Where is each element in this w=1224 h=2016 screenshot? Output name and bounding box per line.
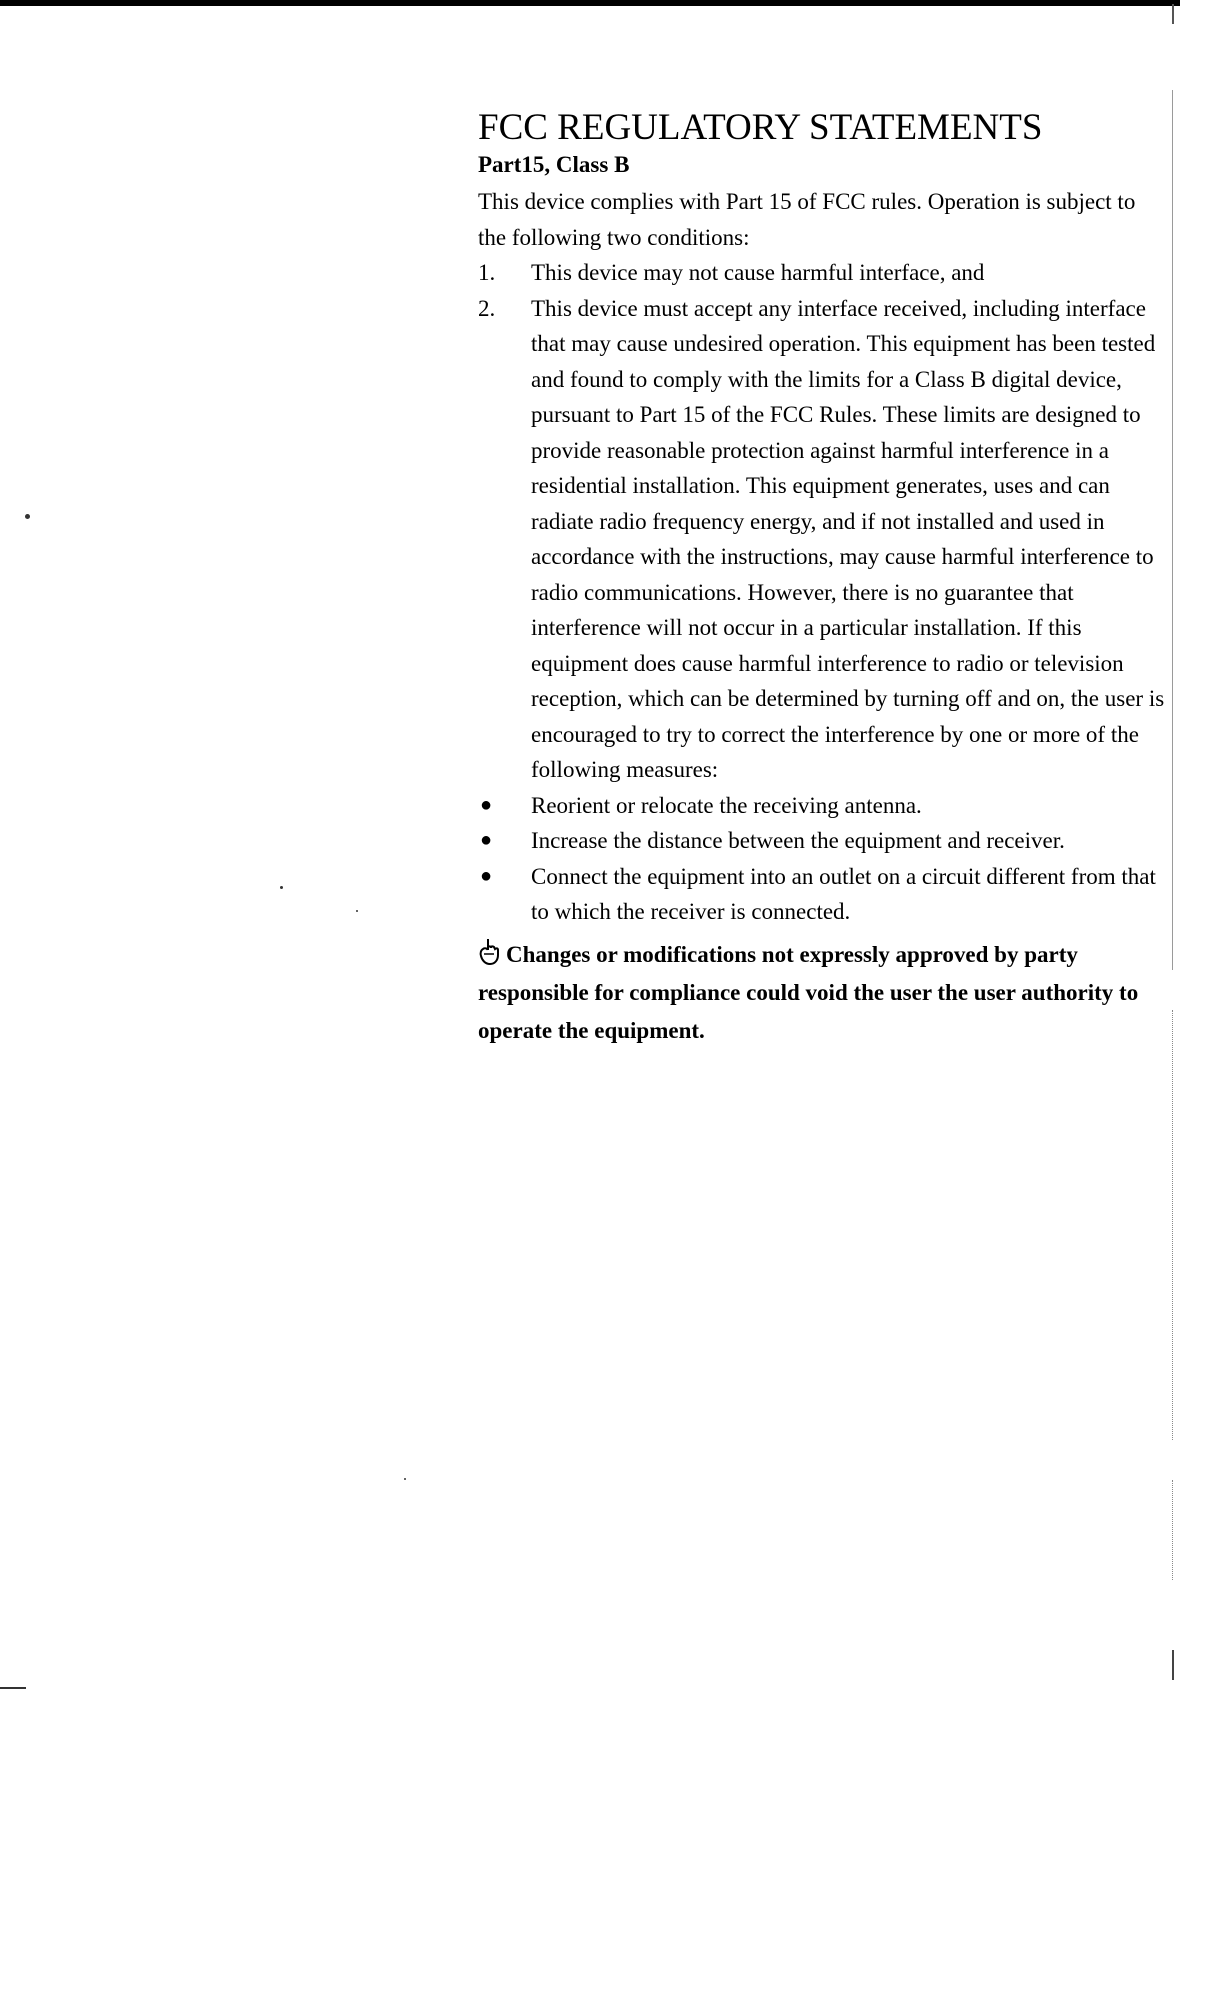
list-item <box>478 255 1168 291</box>
bullet-icon: ● <box>480 793 493 816</box>
pointing-hand-icon <box>478 938 500 966</box>
list-item <box>478 859 1168 930</box>
list-item <box>478 788 1168 824</box>
scan-edge-mark <box>1172 1480 1174 1580</box>
bullet-icon: ● <box>480 829 493 851</box>
list-item <box>478 823 1168 859</box>
intro-paragraph: This device complies with Part 15 of FCC rules. Operation is subject to the following two conditions: <box>478 189 1136 250</box>
compliance-notice <box>478 936 1168 1050</box>
section-subtitle: Part15, Class B <box>478 152 630 177</box>
scan-edge-mark <box>1172 1010 1174 1440</box>
scan-edge-mark <box>1172 90 1174 970</box>
list-number: 2. <box>478 295 496 321</box>
scan-speck <box>280 886 283 889</box>
list-item-text: This device may not cause harmful interface, and <box>531 260 985 285</box>
list-item-text: Connect the equipment into an outlet on a circuit different from that to which the receiver is connected. <box>531 863 1156 924</box>
scan-speck <box>356 910 358 912</box>
scan-speck <box>25 514 30 519</box>
list-item-text: Increase the distance between the equipment and receiver. <box>531 828 1065 853</box>
list-number: 1. <box>478 260 496 285</box>
scan-edge-mark <box>1172 1650 1175 1680</box>
document-body <box>478 106 1168 1050</box>
scan-edge-mark <box>1172 4 1174 24</box>
list-item-text: Reorient or relocate the receiving antenna. <box>531 792 922 818</box>
bullet-icon: ● <box>480 864 493 887</box>
conditions-list <box>478 255 1168 788</box>
measures-list <box>478 788 1168 930</box>
scan-top-rule <box>0 0 1180 6</box>
notice-text: Changes or modifications not expressly approved by party responsible for compliance could void the user the user authority to operate the equipment. <box>478 941 1139 1043</box>
page-title: FCC REGULATORY STATEMENTS <box>478 107 1043 148</box>
list-item <box>478 291 1168 788</box>
list-item-text: This device must accept any interface received, including interface that may cause undesired operation. This equipment has been tested and found to comply with the limits for a Class B digital device, pursuant to Part 15 of the FCC Rules. These limits are designed to provide reasonable protection against harmful interference in a residential installation. This equipment generates, uses and can radiate radio frequency energy, and if not installed and used in accordance with the instructions, may cause harmful interference to radio communications. However, there is no guarantee that interference will not occur in a particular installation. If this equipment does cause harmful interference to radio or television reception, which can be determined by turning off and on, the user is encouraged to try to correct the interference by one or more of the following measures: <box>531 295 1165 782</box>
scan-speck <box>404 1478 406 1480</box>
scan-edge-mark <box>0 1687 26 1689</box>
